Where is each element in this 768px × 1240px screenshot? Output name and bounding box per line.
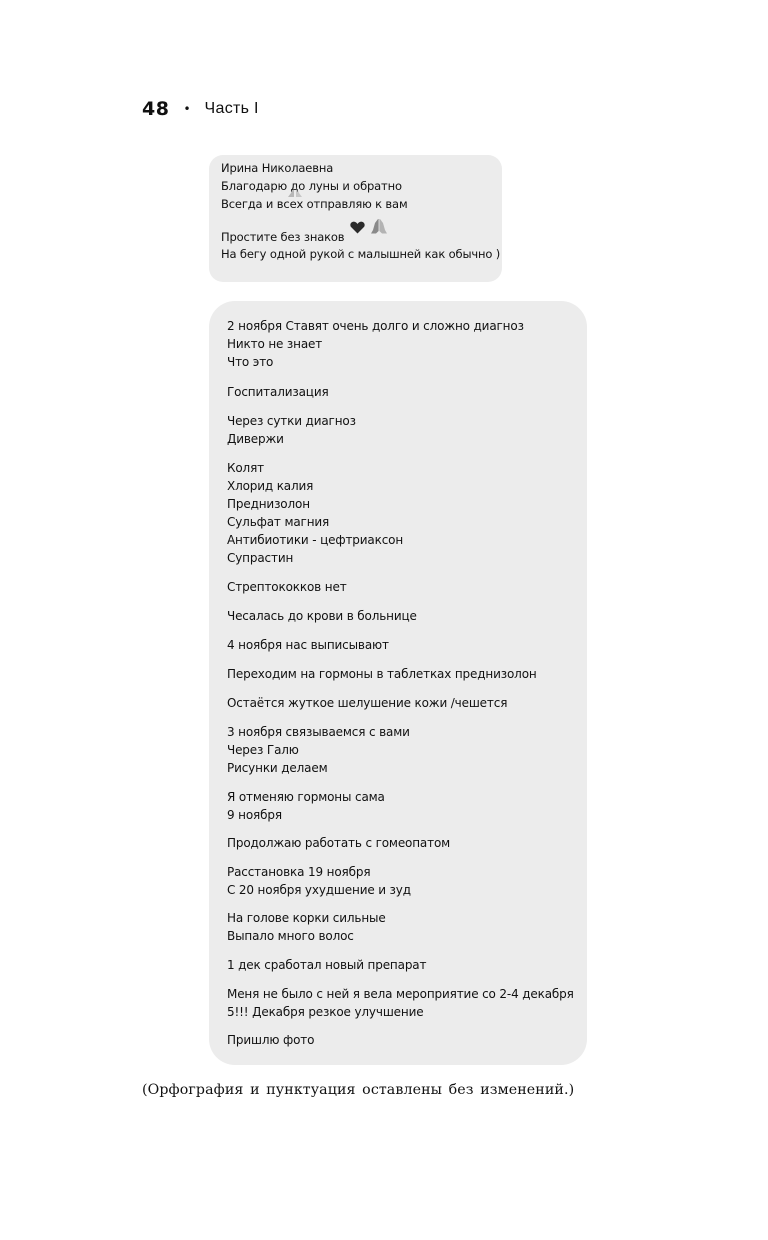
message-line: Никто не знает	[227, 337, 323, 351]
faded-praying-hands-icon	[287, 185, 303, 204]
part-label: Часть I	[204, 100, 259, 117]
message-line: Хлорид калия	[227, 479, 314, 493]
message-line: Антибиотики - цефтриаксон	[227, 533, 404, 547]
message-line: На голове корки сильные	[227, 911, 386, 925]
message-line	[221, 227, 502, 245]
spacer	[227, 777, 587, 788]
spacer	[227, 401, 587, 412]
spacer	[227, 654, 587, 665]
message-line: Благодарю до луны и обратно	[221, 179, 402, 193]
message-line: Чесалась до крови в больнице	[227, 609, 417, 623]
message-line: Расстановка 19 ноября	[227, 865, 371, 879]
message-line: Госпитализация	[227, 385, 329, 399]
message-line	[221, 195, 502, 213]
message-line: Остаётся жуткое шелушение кожи /чешется	[227, 696, 508, 710]
message-line: Дивержи	[227, 432, 284, 446]
message-line: Через Галю	[227, 743, 299, 757]
message-line: Я отменяю гормоны сама	[227, 790, 385, 804]
spacer	[227, 945, 587, 956]
spacer	[227, 852, 587, 863]
message-line: Продолжаю работать с гомеопатом	[227, 836, 451, 850]
message-line: 3 ноября связываемся с вами	[227, 725, 410, 739]
spacer	[227, 448, 587, 459]
message-line: Пришлю фото	[227, 1033, 315, 1047]
message-line: 4 ноября нас выписывают	[227, 638, 389, 652]
spacer	[227, 974, 587, 985]
caption-note: (Орфография и пунктуация оставлены без изменений.)	[142, 1082, 575, 1098]
message-line: С 20 ноября ухудшение и зуд	[227, 883, 411, 897]
spacer	[227, 683, 587, 694]
message-line: 9 ноября	[227, 808, 282, 822]
spacer	[227, 712, 587, 723]
message-line: Преднизолон	[227, 497, 310, 511]
header-bullet: •	[183, 102, 191, 116]
spacer	[227, 371, 587, 383]
page-number: 48	[142, 98, 170, 120]
spacer	[227, 1021, 587, 1031]
message-line: Что это	[227, 355, 274, 369]
message-sender: Ирина Николаевна	[221, 161, 334, 175]
message-line: Переходим на гормоны в таблетках преднизолон	[227, 667, 537, 681]
message-line: Через сутки диагноз	[227, 414, 356, 428]
spacer	[227, 596, 587, 607]
message-line-text: Всегда и всех отправляю к вам	[221, 197, 408, 211]
message-line: Рисунки делаем	[227, 761, 328, 775]
message-line: 2 ноября Ставят очень долго и сложно диагноз	[227, 319, 524, 333]
message-bubble-2	[209, 301, 587, 1065]
message-line: Меня не было с ней я вела мероприятие со 2-4 декабря	[227, 987, 574, 1001]
heart-icon	[350, 221, 365, 239]
message-line: Супрастин	[227, 551, 294, 565]
message-line: Сульфат магния	[227, 515, 330, 529]
spacer	[227, 824, 587, 834]
message-bubble-1	[209, 155, 502, 282]
message-line: Выпало много волос	[227, 929, 354, 943]
message-line: Колят	[227, 461, 264, 475]
message-line-text: Простите без знаков	[221, 230, 345, 244]
message-line: Стрептококков нет	[227, 580, 347, 594]
spacer	[227, 899, 587, 909]
praying-hands-icon	[370, 218, 388, 239]
message-line: На бегу одной рукой с малышней как обычно )	[221, 247, 501, 261]
spacer	[227, 567, 587, 578]
running-header	[142, 97, 259, 121]
message-line: 5!!! Декабря резкое улучшение	[227, 1005, 424, 1019]
spacer	[227, 625, 587, 636]
message-line: 1 дек сработал новый препарат	[227, 958, 427, 972]
